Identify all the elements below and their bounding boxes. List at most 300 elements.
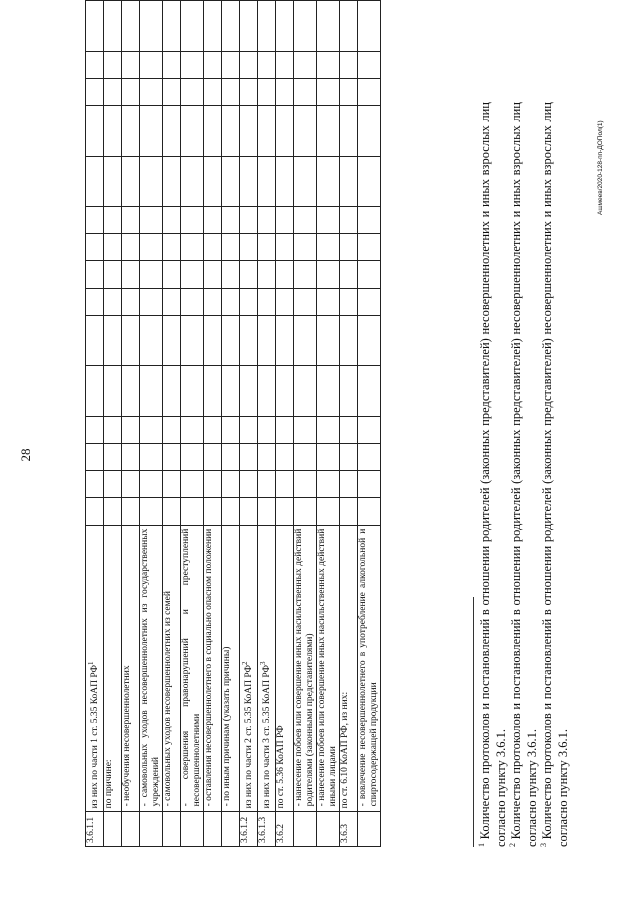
- value-cell: [163, 288, 181, 315]
- value-cell: [294, 498, 317, 525]
- value-cell: [340, 234, 358, 261]
- value-cell: [122, 416, 140, 443]
- value-cell: [258, 234, 276, 261]
- row-label-text: - самовольных уходов несовершеннолетних из государственных учреждений: [140, 528, 161, 807]
- value-cell: [140, 51, 163, 78]
- value-cell: [276, 78, 294, 105]
- value-cell: [204, 207, 222, 234]
- value-cell: [222, 416, 240, 443]
- value-cell: [317, 366, 340, 417]
- value-cell: [86, 78, 104, 105]
- row-code: [204, 812, 222, 847]
- value-cell: [163, 444, 181, 471]
- value-cell: [140, 315, 163, 366]
- value-cell: [86, 261, 104, 288]
- value-cell: [240, 498, 258, 525]
- table-row: [104, 1, 122, 847]
- row-label-text: из них по части 2 ст. 5.35 КоАП РФ: [244, 664, 255, 809]
- value-cell: [358, 366, 381, 417]
- value-cell: [240, 207, 258, 234]
- value-cell: [340, 106, 358, 157]
- value-cell: [181, 261, 204, 288]
- value-cell: [358, 106, 381, 157]
- value-cell: [240, 471, 258, 498]
- value-cell: [258, 78, 276, 105]
- row-label-text: - вовлечение несовершеннолетнего в употребление алкогольной и спиртосодержащей продукции: [358, 528, 379, 807]
- value-cell: [317, 106, 340, 157]
- value-cell: [276, 207, 294, 234]
- value-cell: [240, 106, 258, 157]
- row-label: [340, 525, 358, 812]
- row-label-text: - совершения правонарушений и преступлений несовершеннолетними: [181, 528, 202, 807]
- value-cell: [258, 106, 276, 157]
- value-cell: [358, 207, 381, 234]
- value-cell: [340, 498, 358, 525]
- value-cell: [104, 106, 122, 157]
- value-cell: [276, 416, 294, 443]
- value-cell: [122, 444, 140, 471]
- value-cell: [294, 471, 317, 498]
- value-cell: [294, 315, 317, 366]
- value-cell: [340, 78, 358, 105]
- value-cell: [317, 416, 340, 443]
- value-cell: [258, 207, 276, 234]
- value-cell: [258, 51, 276, 78]
- row-code: [317, 812, 340, 847]
- value-cell: [358, 444, 381, 471]
- value-cell: [294, 288, 317, 315]
- value-cell: [340, 261, 358, 288]
- row-label-text: - нанесение побоев или совершение иных насильственных действий иными лицами: [317, 528, 338, 807]
- row-code: [181, 812, 204, 847]
- value-cell: [276, 315, 294, 366]
- row-label-text: по ст. 5.36 КоАП РФ: [276, 725, 286, 809]
- value-cell: [104, 234, 122, 261]
- value-cell: [294, 261, 317, 288]
- value-cell: [317, 444, 340, 471]
- value-cell: [104, 498, 122, 525]
- footnotes: [478, 102, 571, 847]
- row-code: [140, 812, 163, 847]
- value-cell: [258, 366, 276, 417]
- value-cell: [240, 51, 258, 78]
- value-cell: [340, 1, 358, 52]
- value-cell: [317, 288, 340, 315]
- value-cell: [104, 288, 122, 315]
- value-cell: [86, 416, 104, 443]
- value-cell: [181, 288, 204, 315]
- value-cell: [340, 156, 358, 207]
- table-row: [240, 1, 258, 847]
- value-cell: [181, 156, 204, 207]
- value-cell: [163, 315, 181, 366]
- value-cell: [163, 261, 181, 288]
- value-cell: [222, 234, 240, 261]
- value-cell: [340, 315, 358, 366]
- value-cell: [181, 444, 204, 471]
- value-cell: [181, 78, 204, 105]
- value-cell: [240, 156, 258, 207]
- value-cell: [258, 261, 276, 288]
- footnote-text: Количество протоколов и постановлений в отношении родителей (законных представителей) несовершеннолетних и иных взрослых лиц согласно пункту 3.6.1.: [478, 102, 508, 847]
- value-cell: [163, 234, 181, 261]
- value-cell: [104, 51, 122, 78]
- value-cell: [181, 51, 204, 78]
- row-code: [163, 812, 181, 847]
- row-label: [317, 525, 340, 812]
- value-cell: [204, 78, 222, 105]
- value-cell: [86, 444, 104, 471]
- value-cell: [122, 51, 140, 78]
- value-cell: [317, 261, 340, 288]
- value-cell: [317, 156, 340, 207]
- value-cell: [317, 207, 340, 234]
- footnote-reference: 2: [241, 661, 249, 665]
- value-cell: [276, 51, 294, 78]
- row-code: [358, 812, 381, 847]
- value-cell: [204, 234, 222, 261]
- value-cell: [163, 498, 181, 525]
- statistics-table: [85, 0, 381, 847]
- value-cell: [294, 444, 317, 471]
- value-cell: [122, 156, 140, 207]
- value-cell: [358, 315, 381, 366]
- value-cell: [104, 416, 122, 443]
- value-cell: [294, 51, 317, 78]
- value-cell: [358, 78, 381, 105]
- value-cell: [86, 156, 104, 207]
- value-cell: [258, 1, 276, 52]
- table-body: [86, 1, 381, 847]
- value-cell: [86, 288, 104, 315]
- value-cell: [240, 234, 258, 261]
- row-label-text: - самовольных уходов несовершеннолетних из семей: [163, 591, 173, 807]
- table-row: [122, 1, 140, 847]
- value-cell: [86, 315, 104, 366]
- value-cell: [104, 366, 122, 417]
- row-label-text: по ст. 6.10 КоАП РФ, из них:: [340, 691, 350, 809]
- value-cell: [340, 51, 358, 78]
- value-cell: [294, 1, 317, 52]
- row-code: 3.6.1.1: [86, 812, 104, 847]
- footnote-1: [478, 102, 509, 847]
- footnote-2: [509, 102, 540, 847]
- value-cell: [222, 366, 240, 417]
- value-cell: [276, 156, 294, 207]
- table-row: [140, 1, 163, 847]
- row-label: [163, 525, 181, 812]
- value-cell: [104, 261, 122, 288]
- value-cell: [104, 444, 122, 471]
- value-cell: [294, 156, 317, 207]
- value-cell: [140, 498, 163, 525]
- value-cell: [240, 1, 258, 52]
- value-cell: [86, 498, 104, 525]
- value-cell: [122, 315, 140, 366]
- row-label: [358, 525, 381, 812]
- value-cell: [104, 1, 122, 52]
- value-cell: [340, 471, 358, 498]
- value-cell: [86, 207, 104, 234]
- value-cell: [104, 78, 122, 105]
- value-cell: [204, 315, 222, 366]
- value-cell: [204, 1, 222, 52]
- value-cell: [276, 106, 294, 157]
- value-cell: [204, 106, 222, 157]
- value-cell: [276, 1, 294, 52]
- value-cell: [276, 261, 294, 288]
- value-cell: [122, 106, 140, 157]
- value-cell: [317, 498, 340, 525]
- table-row: [258, 1, 276, 847]
- row-label: [140, 525, 163, 812]
- value-cell: [122, 471, 140, 498]
- value-cell: [294, 234, 317, 261]
- document-id: Ашмеев/2020-128-пп-ДОПол(1): [597, 120, 604, 215]
- value-cell: [122, 498, 140, 525]
- row-label-text: - нанесение побоев или совершение иных насильственных действий родителями (законными представителями): [294, 528, 315, 807]
- value-cell: [276, 498, 294, 525]
- table-row: [163, 1, 181, 847]
- value-cell: [86, 471, 104, 498]
- page-number: 28: [18, 448, 33, 462]
- value-cell: [140, 207, 163, 234]
- value-cell: [258, 416, 276, 443]
- table-row: [222, 1, 240, 847]
- footnote-divider: [473, 597, 474, 847]
- value-cell: [222, 1, 240, 52]
- table-row: [86, 1, 104, 847]
- value-cell: [222, 315, 240, 366]
- value-cell: [222, 498, 240, 525]
- value-cell: [140, 234, 163, 261]
- value-cell: [204, 498, 222, 525]
- value-cell: [181, 498, 204, 525]
- value-cell: [86, 234, 104, 261]
- value-cell: [122, 207, 140, 234]
- row-code: [222, 812, 240, 847]
- value-cell: [181, 207, 204, 234]
- row-label-text: из них по части 3 ст. 5.35 КоАП РФ: [262, 664, 273, 809]
- value-cell: [86, 366, 104, 417]
- value-cell: [258, 498, 276, 525]
- footnote-3: [540, 102, 571, 847]
- value-cell: [204, 416, 222, 443]
- row-label-text: по причине:: [104, 759, 114, 809]
- row-code: 3.6.3: [340, 812, 358, 847]
- value-cell: [140, 261, 163, 288]
- footnote-text: Количество протоколов и постановлений в отношении родителей (законных представителей) несовершеннолетних и иных взрослых лиц согласно пункту 3.6.1.: [509, 102, 539, 847]
- value-cell: [222, 78, 240, 105]
- value-cell: [317, 51, 340, 78]
- value-cell: [358, 234, 381, 261]
- value-cell: [163, 416, 181, 443]
- value-cell: [358, 156, 381, 207]
- row-code: [294, 812, 317, 847]
- footnote-reference: 3: [259, 661, 267, 665]
- row-label: [222, 525, 240, 812]
- value-cell: [258, 288, 276, 315]
- value-cell: [276, 444, 294, 471]
- value-cell: [204, 471, 222, 498]
- value-cell: [240, 444, 258, 471]
- table-row: [317, 1, 340, 847]
- value-cell: [294, 78, 317, 105]
- table-row: [358, 1, 381, 847]
- table-row: [340, 1, 358, 847]
- value-cell: [104, 207, 122, 234]
- value-cell: [222, 444, 240, 471]
- value-cell: [181, 471, 204, 498]
- value-cell: [317, 234, 340, 261]
- footnote-mark: 3: [538, 843, 548, 847]
- value-cell: [104, 315, 122, 366]
- value-cell: [222, 106, 240, 157]
- value-cell: [140, 444, 163, 471]
- value-cell: [340, 207, 358, 234]
- value-cell: [240, 315, 258, 366]
- row-label: [294, 525, 317, 812]
- value-cell: [140, 288, 163, 315]
- value-cell: [276, 288, 294, 315]
- row-code: [104, 812, 122, 847]
- value-cell: [294, 416, 317, 443]
- value-cell: [122, 78, 140, 105]
- row-label: [240, 525, 258, 812]
- row-code: [122, 812, 140, 847]
- row-label-text: - оставления несовершеннолетнего в социально опасном положении: [204, 528, 214, 807]
- row-code: 3.6.1.2: [240, 812, 258, 847]
- value-cell: [181, 1, 204, 52]
- value-cell: [240, 288, 258, 315]
- value-cell: [294, 366, 317, 417]
- value-cell: [163, 471, 181, 498]
- footnote-reference: 1: [87, 661, 95, 665]
- value-cell: [340, 288, 358, 315]
- table-row: [276, 1, 294, 847]
- value-cell: [204, 366, 222, 417]
- value-cell: [86, 51, 104, 78]
- row-label-text: из них по части 1 ст. 5.35 КоАП РФ: [90, 664, 101, 809]
- value-cell: [222, 207, 240, 234]
- value-cell: [340, 366, 358, 417]
- value-cell: [258, 471, 276, 498]
- value-cell: [163, 156, 181, 207]
- value-cell: [104, 471, 122, 498]
- value-cell: [122, 288, 140, 315]
- value-cell: [122, 234, 140, 261]
- value-cell: [163, 1, 181, 52]
- value-cell: [340, 444, 358, 471]
- row-label: [258, 525, 276, 812]
- value-cell: [163, 78, 181, 105]
- value-cell: [276, 366, 294, 417]
- row-label: [276, 525, 294, 812]
- value-cell: [204, 444, 222, 471]
- value-cell: [240, 78, 258, 105]
- row-code: 3.6.2: [276, 812, 294, 847]
- value-cell: [86, 1, 104, 52]
- value-cell: [140, 416, 163, 443]
- footnote-text: Количество протоколов и постановлений в отношении родителей (законных представителей) несовершеннолетних и иных взрослых лиц согласно пункту 3.6.1.: [540, 102, 570, 847]
- table-row: [181, 1, 204, 847]
- table-row: [204, 1, 222, 847]
- row-code: 3.6.1.3: [258, 812, 276, 847]
- value-cell: [276, 471, 294, 498]
- value-cell: [181, 106, 204, 157]
- value-cell: [140, 156, 163, 207]
- value-cell: [317, 78, 340, 105]
- value-cell: [181, 416, 204, 443]
- value-cell: [358, 498, 381, 525]
- table-row: [294, 1, 317, 847]
- value-cell: [276, 234, 294, 261]
- value-cell: [181, 315, 204, 366]
- row-label: [181, 525, 204, 812]
- row-label: [204, 525, 222, 812]
- value-cell: [86, 106, 104, 157]
- value-cell: [258, 156, 276, 207]
- value-cell: [240, 366, 258, 417]
- value-cell: [258, 315, 276, 366]
- footnote-mark: 1: [476, 843, 486, 847]
- value-cell: [163, 207, 181, 234]
- value-cell: [222, 261, 240, 288]
- value-cell: [358, 471, 381, 498]
- value-cell: [181, 234, 204, 261]
- row-label: [104, 525, 122, 812]
- value-cell: [140, 471, 163, 498]
- value-cell: [317, 1, 340, 52]
- value-cell: [181, 366, 204, 417]
- value-cell: [222, 471, 240, 498]
- value-cell: [163, 106, 181, 157]
- value-cell: [140, 366, 163, 417]
- value-cell: [240, 261, 258, 288]
- value-cell: [204, 156, 222, 207]
- value-cell: [122, 261, 140, 288]
- value-cell: [140, 78, 163, 105]
- row-label-text: - по иным причинам (указать причины): [222, 646, 232, 807]
- row-label-text: - необучения несовершеннолетних: [122, 665, 132, 807]
- value-cell: [222, 156, 240, 207]
- value-cell: [340, 416, 358, 443]
- value-cell: [358, 261, 381, 288]
- value-cell: [222, 288, 240, 315]
- value-cell: [122, 1, 140, 52]
- row-label: [86, 525, 104, 812]
- row-label: [122, 525, 140, 812]
- value-cell: [294, 207, 317, 234]
- footnote-mark: 2: [507, 843, 517, 847]
- value-cell: [358, 288, 381, 315]
- value-cell: [222, 51, 240, 78]
- value-cell: [358, 51, 381, 78]
- value-cell: [163, 51, 181, 78]
- value-cell: [140, 106, 163, 157]
- value-cell: [317, 315, 340, 366]
- value-cell: [204, 261, 222, 288]
- value-cell: [258, 444, 276, 471]
- value-cell: [104, 156, 122, 207]
- value-cell: [204, 51, 222, 78]
- value-cell: [294, 106, 317, 157]
- value-cell: [317, 471, 340, 498]
- value-cell: [240, 416, 258, 443]
- value-cell: [163, 366, 181, 417]
- value-cell: [140, 1, 163, 52]
- value-cell: [358, 416, 381, 443]
